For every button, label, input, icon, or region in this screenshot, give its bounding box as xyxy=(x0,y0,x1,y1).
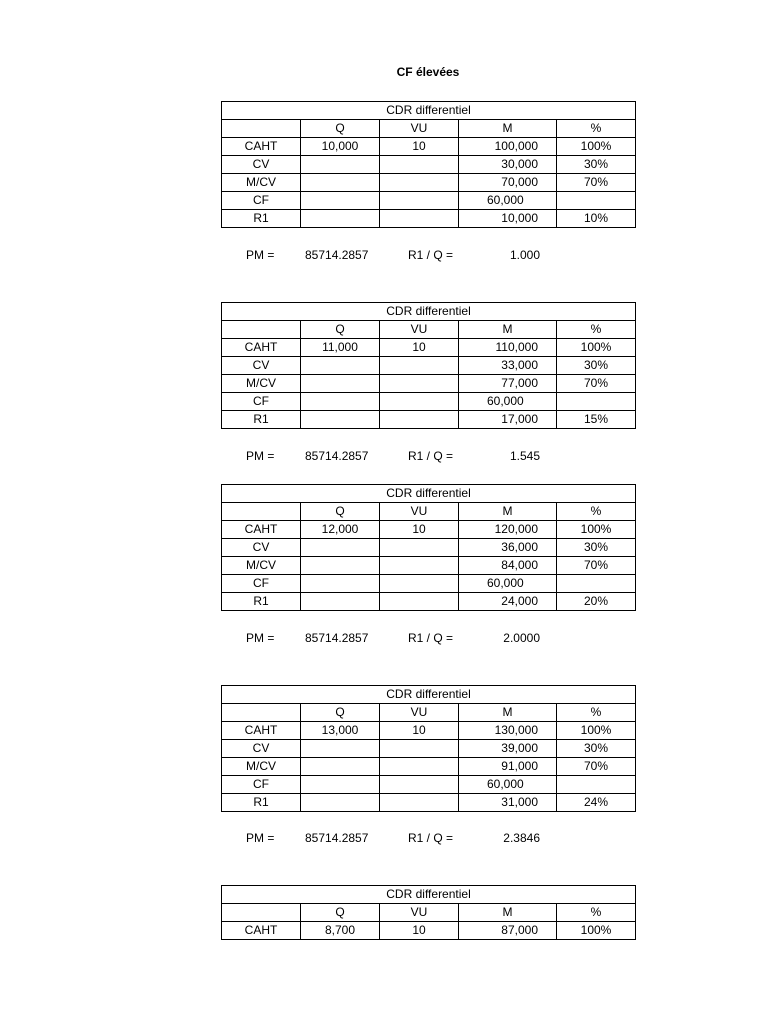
column-header-blank xyxy=(222,503,301,521)
column-header-pct: % xyxy=(557,904,636,922)
cell-pct: 30% xyxy=(557,357,636,375)
cell-vu xyxy=(380,539,459,557)
column-header-m: M xyxy=(459,120,557,138)
row-label-cv: CV xyxy=(222,156,301,174)
cell-vu xyxy=(380,210,459,228)
cell-m: 39,000 xyxy=(459,740,557,758)
table-row xyxy=(222,794,636,812)
table-header: CDR differentiel xyxy=(222,303,636,321)
cell-vu xyxy=(380,174,459,192)
cell-q xyxy=(301,192,380,210)
page-title: CF élevées xyxy=(396,65,460,79)
row-label-cf: CF xyxy=(222,393,301,411)
cell-m: 10,000 xyxy=(459,210,557,228)
row-label-r1: R1 xyxy=(222,411,301,429)
cell-m: 17,000 xyxy=(459,411,557,429)
cell-vu xyxy=(380,758,459,776)
cell-q xyxy=(301,156,380,174)
row-label-mcv: M/CV xyxy=(222,557,301,575)
column-header-pct: % xyxy=(557,120,636,138)
cell-m: 130,000 xyxy=(459,722,557,740)
cell-q: 8,700 xyxy=(301,922,380,940)
cell-q xyxy=(301,357,380,375)
cell-pct xyxy=(557,575,636,593)
pm-label: PM = xyxy=(246,449,275,463)
pm-value: 85714.2857 xyxy=(305,449,369,463)
cell-vu xyxy=(380,156,459,174)
ratio-label: R1 / Q = xyxy=(408,449,454,463)
ratio-label: R1 / Q = xyxy=(408,248,454,262)
row-label-caht: CAHT xyxy=(222,138,301,156)
cell-q xyxy=(301,557,380,575)
cell-m: 91,000 xyxy=(459,758,557,776)
cdr-table-5 xyxy=(221,885,636,940)
cell-pct: 24% xyxy=(557,794,636,812)
cell-m: 77,000 xyxy=(459,375,557,393)
ratio-value: 1.545 xyxy=(509,449,540,463)
cell-vu xyxy=(380,593,459,611)
table-row xyxy=(222,539,636,557)
column-header-blank xyxy=(222,704,301,722)
cell-pct: 30% xyxy=(557,740,636,758)
cell-q xyxy=(301,776,380,794)
cell-pct: 10% xyxy=(557,210,636,228)
table-row xyxy=(222,393,636,411)
pm-summary-2 xyxy=(0,449,768,467)
cell-q xyxy=(301,539,380,557)
table-row xyxy=(222,156,636,174)
cell-vu xyxy=(380,375,459,393)
cell-m: 110,000 xyxy=(459,339,557,357)
cell-pct xyxy=(557,776,636,794)
row-label-cf: CF xyxy=(222,575,301,593)
cell-vu: 10 xyxy=(380,138,459,156)
row-label-cv: CV xyxy=(222,740,301,758)
row-label-cf: CF xyxy=(222,192,301,210)
cdr-table-1 xyxy=(221,101,636,228)
pm-value: 85714.2857 xyxy=(305,248,369,262)
cell-m: 60,000 xyxy=(459,192,557,210)
cell-vu xyxy=(380,393,459,411)
column-header-vu: VU xyxy=(380,120,459,138)
cell-pct: 20% xyxy=(557,593,636,611)
ratio-label: R1 / Q = xyxy=(408,631,454,645)
column-header-vu: VU xyxy=(380,321,459,339)
column-header-blank xyxy=(222,321,301,339)
row-label-caht: CAHT xyxy=(222,339,301,357)
cell-m: 84,000 xyxy=(459,557,557,575)
row-label-r1: R1 xyxy=(222,210,301,228)
row-label-cv: CV xyxy=(222,357,301,375)
cell-q xyxy=(301,593,380,611)
table-row xyxy=(222,357,636,375)
pm-label: PM = xyxy=(246,631,275,645)
cell-m: 60,000 xyxy=(459,575,557,593)
cell-pct: 100% xyxy=(557,339,636,357)
row-label-caht: CAHT xyxy=(222,722,301,740)
pm-value: 85714.2857 xyxy=(305,631,369,645)
column-header-blank xyxy=(222,904,301,922)
table-row xyxy=(222,192,636,210)
cdr-table-2 xyxy=(221,302,636,429)
cell-pct: 100% xyxy=(557,922,636,940)
pm-summary-1 xyxy=(0,248,768,266)
table-header: CDR differentiel xyxy=(222,485,636,503)
cell-pct: 30% xyxy=(557,156,636,174)
row-label-r1: R1 xyxy=(222,593,301,611)
column-header-m: M xyxy=(459,904,557,922)
cell-m: 87,000 xyxy=(459,922,557,940)
cell-m: 60,000 xyxy=(459,393,557,411)
pm-summary-4 xyxy=(0,831,768,849)
cell-pct: 70% xyxy=(557,557,636,575)
cell-pct: 70% xyxy=(557,375,636,393)
cell-vu: 10 xyxy=(380,339,459,357)
ratio-label: R1 / Q = xyxy=(408,831,454,845)
cell-pct: 30% xyxy=(557,539,636,557)
ratio-value: 2.3846 xyxy=(503,831,540,845)
table-row xyxy=(222,521,636,539)
row-label-mcv: M/CV xyxy=(222,375,301,393)
cell-q: 13,000 xyxy=(301,722,380,740)
pm-label: PM = xyxy=(246,248,275,262)
cell-vu xyxy=(380,411,459,429)
table-row xyxy=(222,776,636,794)
table-row xyxy=(222,174,636,192)
cell-q xyxy=(301,375,380,393)
cell-m: 24,000 xyxy=(459,593,557,611)
column-header-blank xyxy=(222,120,301,138)
cdr-table-4 xyxy=(221,685,636,812)
cell-pct xyxy=(557,192,636,210)
column-header-q: Q xyxy=(301,904,380,922)
cell-q: 11,000 xyxy=(301,339,380,357)
cdr-table-3 xyxy=(221,484,636,611)
column-header-q: Q xyxy=(301,503,380,521)
column-header-m: M xyxy=(459,704,557,722)
cell-vu xyxy=(380,192,459,210)
cell-pct xyxy=(557,393,636,411)
row-label-caht: CAHT xyxy=(222,521,301,539)
cell-m: 33,000 xyxy=(459,357,557,375)
table-header: CDR differentiel xyxy=(222,686,636,704)
row-label-cv: CV xyxy=(222,539,301,557)
cell-q xyxy=(301,575,380,593)
table-header: CDR differentiel xyxy=(222,102,636,120)
cell-q: 12,000 xyxy=(301,521,380,539)
cell-q xyxy=(301,174,380,192)
row-label-cf: CF xyxy=(222,776,301,794)
column-header-pct: % xyxy=(557,321,636,339)
cell-pct: 100% xyxy=(557,138,636,156)
cell-vu xyxy=(380,357,459,375)
row-label-mcv: M/CV xyxy=(222,174,301,192)
row-label-mcv: M/CV xyxy=(222,758,301,776)
cell-q xyxy=(301,758,380,776)
table-header: CDR differentiel xyxy=(222,886,636,904)
column-header-pct: % xyxy=(557,503,636,521)
cell-pct: 100% xyxy=(557,521,636,539)
cell-m: 30,000 xyxy=(459,156,557,174)
cell-vu xyxy=(380,740,459,758)
cell-pct: 15% xyxy=(557,411,636,429)
column-header-vu: VU xyxy=(380,503,459,521)
cell-q xyxy=(301,411,380,429)
table-row xyxy=(222,138,636,156)
table-row xyxy=(222,557,636,575)
cell-pct: 100% xyxy=(557,722,636,740)
table-row xyxy=(222,722,636,740)
table-row xyxy=(222,339,636,357)
row-label-r1: R1 xyxy=(222,794,301,812)
table-row xyxy=(222,740,636,758)
cell-vu xyxy=(380,776,459,794)
pm-summary-3 xyxy=(0,631,768,649)
cell-vu xyxy=(380,557,459,575)
column-header-vu: VU xyxy=(380,704,459,722)
cell-m: 60,000 xyxy=(459,776,557,794)
column-header-vu: VU xyxy=(380,904,459,922)
cell-m: 70,000 xyxy=(459,174,557,192)
cell-m: 100,000 xyxy=(459,138,557,156)
ratio-value: 1.000 xyxy=(509,248,540,262)
table-row xyxy=(222,593,636,611)
cell-vu xyxy=(380,794,459,812)
column-header-m: M xyxy=(459,503,557,521)
cell-vu: 10 xyxy=(380,922,459,940)
cell-vu: 10 xyxy=(380,521,459,539)
cell-q xyxy=(301,210,380,228)
cell-q xyxy=(301,393,380,411)
cell-pct: 70% xyxy=(557,174,636,192)
table-row xyxy=(222,375,636,393)
cell-m: 31,000 xyxy=(459,794,557,812)
cell-vu xyxy=(380,575,459,593)
cell-q xyxy=(301,740,380,758)
column-header-pct: % xyxy=(557,704,636,722)
row-label-caht: CAHT xyxy=(222,922,301,940)
table-row xyxy=(222,411,636,429)
cell-vu: 10 xyxy=(380,722,459,740)
pm-value: 85714.2857 xyxy=(305,831,369,845)
cell-q xyxy=(301,794,380,812)
table-row xyxy=(222,922,636,940)
table-row xyxy=(222,758,636,776)
table-row xyxy=(222,575,636,593)
ratio-value: 2.0000 xyxy=(503,631,540,645)
cell-pct: 70% xyxy=(557,758,636,776)
column-header-q: Q xyxy=(301,120,380,138)
table-row xyxy=(222,210,636,228)
pm-label: PM = xyxy=(246,831,275,845)
cell-m: 120,000 xyxy=(459,521,557,539)
column-header-m: M xyxy=(459,321,557,339)
cell-m: 36,000 xyxy=(459,539,557,557)
column-header-q: Q xyxy=(301,321,380,339)
column-header-q: Q xyxy=(301,704,380,722)
cell-q: 10,000 xyxy=(301,138,380,156)
